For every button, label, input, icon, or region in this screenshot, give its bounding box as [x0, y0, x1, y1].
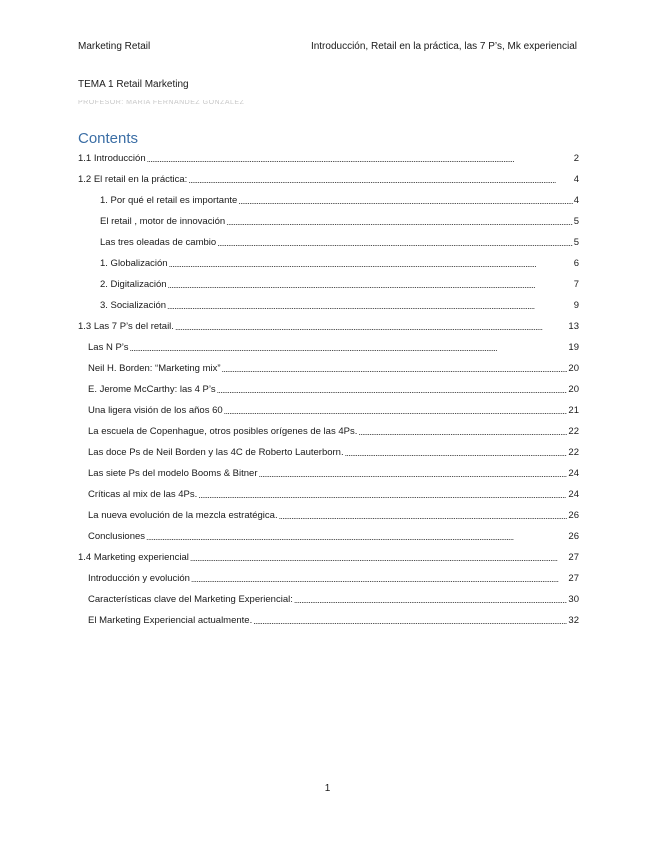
toc-entry-page: 20	[568, 384, 579, 395]
toc-dot-leader	[345, 446, 568, 460]
toc-dot-leader	[259, 467, 568, 481]
toc-dot-leader	[238, 194, 572, 208]
toc-entry[interactable]	[78, 551, 579, 565]
toc-entry[interactable]	[88, 383, 579, 397]
toc-entry-label: 1. Por qué el retail es importante	[100, 195, 238, 206]
toc-entry[interactable]	[88, 404, 579, 418]
toc-entry-page: 19	[568, 342, 579, 353]
toc-entry-page: 26	[568, 531, 579, 542]
toc-entry-label: El retail , motor de innovación	[100, 216, 226, 227]
toc-entry-page: 32	[568, 615, 579, 626]
toc-entry[interactable]	[100, 194, 579, 208]
toc-dot-leader	[198, 488, 567, 502]
toc-entry[interactable]	[78, 152, 579, 166]
toc-entry-page: 5	[573, 216, 579, 227]
toc-dot-leader	[294, 593, 568, 607]
toc-entry[interactable]	[100, 215, 579, 229]
toc-entry[interactable]	[88, 467, 579, 481]
toc-entry-page: 26	[568, 510, 579, 521]
toc-entry[interactable]	[88, 593, 579, 607]
toc-dot-leader	[169, 257, 573, 271]
toc-entry[interactable]	[88, 362, 579, 376]
toc-entry[interactable]	[88, 341, 579, 355]
toc-entry[interactable]	[78, 320, 579, 334]
toc-dot-leader	[191, 572, 568, 586]
contents-heading: Contents	[78, 130, 139, 147]
toc-entry-label: Una ligera visión de los años 60	[88, 405, 223, 416]
toc-entry-label: Conclusiones	[88, 531, 146, 542]
toc-entry-label: 3. Socialización	[100, 300, 167, 311]
toc-entry-page: 24	[568, 468, 579, 479]
toc-entry[interactable]	[100, 299, 579, 313]
toc-dot-leader	[217, 383, 568, 397]
toc-entry[interactable]	[88, 446, 579, 460]
toc-entry-label: 1.4 Marketing experiencial	[78, 552, 189, 563]
toc-entry[interactable]	[78, 173, 579, 187]
toc-dot-leader	[222, 362, 568, 376]
toc-entry-page: 22	[568, 447, 579, 458]
toc-dot-leader	[358, 425, 567, 439]
toc-entry[interactable]	[88, 425, 579, 439]
toc-dot-leader	[188, 173, 572, 187]
toc-entry-label: El Marketing Experiencial actualmente.	[88, 615, 253, 626]
toc-entry-page: 22	[568, 426, 579, 437]
toc-entry-label: 1.1 Introducción	[78, 153, 146, 164]
toc-entry-label: E. Jerome McCarthy: las 4 P’s	[88, 384, 216, 395]
toc-entry-label: 1. Globalización	[100, 258, 168, 269]
toc-entry-label: Características clave del Marketing Experiencial:	[88, 594, 293, 605]
toc-dot-leader	[146, 530, 567, 544]
toc-entry-page: 30	[568, 594, 579, 605]
toc-dot-leader	[226, 215, 573, 229]
toc-dot-leader	[217, 236, 573, 250]
toc-entry-page: 13	[568, 321, 579, 332]
toc-entry-page: 6	[573, 258, 579, 269]
toc-entry[interactable]	[100, 278, 579, 292]
toc-entry[interactable]	[88, 509, 579, 523]
toc-entry-page: 21	[568, 405, 579, 416]
toc-entry[interactable]	[100, 257, 579, 271]
toc-entry-page: 24	[568, 489, 579, 500]
toc-entry-label: Neil H. Borden: “Marketing mix”	[88, 363, 221, 374]
toc-entry-page: 2	[573, 153, 579, 164]
page-number: 1	[324, 783, 331, 794]
toc-entry-label: Introducción y evolución	[88, 573, 190, 584]
toc-entry-label: Las tres oleadas de cambio	[100, 237, 217, 248]
toc-entry-page: 5	[573, 237, 579, 248]
toc-entry-label: 2. Digitalización	[100, 279, 167, 290]
toc-entry-label: Las doce Ps de Neil Borden y las 4C de Roberto Lauterborn.	[88, 447, 344, 458]
toc-entry-label: Las siete Ps del modelo Booms & Bitner	[88, 468, 258, 479]
toc-entry-label: La nueva evolución de la mezcla estratégica.	[88, 510, 278, 521]
toc-dot-leader	[279, 509, 568, 523]
document-topic: TEMA 1 Retail Marketing	[78, 79, 189, 90]
toc-entry[interactable]	[88, 488, 579, 502]
toc-entry[interactable]	[88, 614, 579, 628]
toc-entry[interactable]	[100, 236, 579, 250]
toc-entry[interactable]	[88, 572, 579, 586]
toc-entry-page: 4	[573, 174, 579, 185]
toc-dot-leader	[167, 299, 573, 313]
toc-entry-page: 7	[573, 279, 579, 290]
toc-dot-leader	[129, 341, 567, 355]
toc-entry-label: 1.2 El retail en la práctica:	[78, 174, 188, 185]
toc-entry-label: La escuela de Copenhague, otros posibles orígenes de las 4Ps.	[88, 426, 358, 437]
toc-entry-page: 27	[568, 552, 579, 563]
toc-entry[interactable]	[88, 530, 579, 544]
toc-entry-label: 1.3 Las 7 P’s del retail.	[78, 321, 174, 332]
toc-dot-leader	[253, 614, 567, 628]
toc-entry-page: 9	[573, 300, 579, 311]
toc-dot-leader	[190, 551, 568, 565]
toc-entry-page: 27	[568, 573, 579, 584]
faded-subtitle: PROFESOR: MARIA FERNANDEZ GONZALEZ	[78, 100, 245, 106]
toc-entry-page: 20	[568, 363, 579, 374]
toc-entry-page: 4	[573, 195, 579, 206]
toc-dot-leader	[224, 404, 568, 418]
toc-entry-label: Las N P’s	[88, 342, 129, 353]
page-header	[78, 40, 577, 54]
toc-entry-label: Críticas al mix de las 4Ps.	[88, 489, 198, 500]
toc-dot-leader	[147, 152, 573, 166]
header-right-title: Introducción, Retail en la práctica, las 7 P’s, Mk experiencial	[310, 41, 577, 52]
header-left-title: Marketing Retail	[78, 41, 151, 52]
toc-dot-leader	[175, 320, 567, 334]
toc-dot-leader	[168, 278, 573, 292]
